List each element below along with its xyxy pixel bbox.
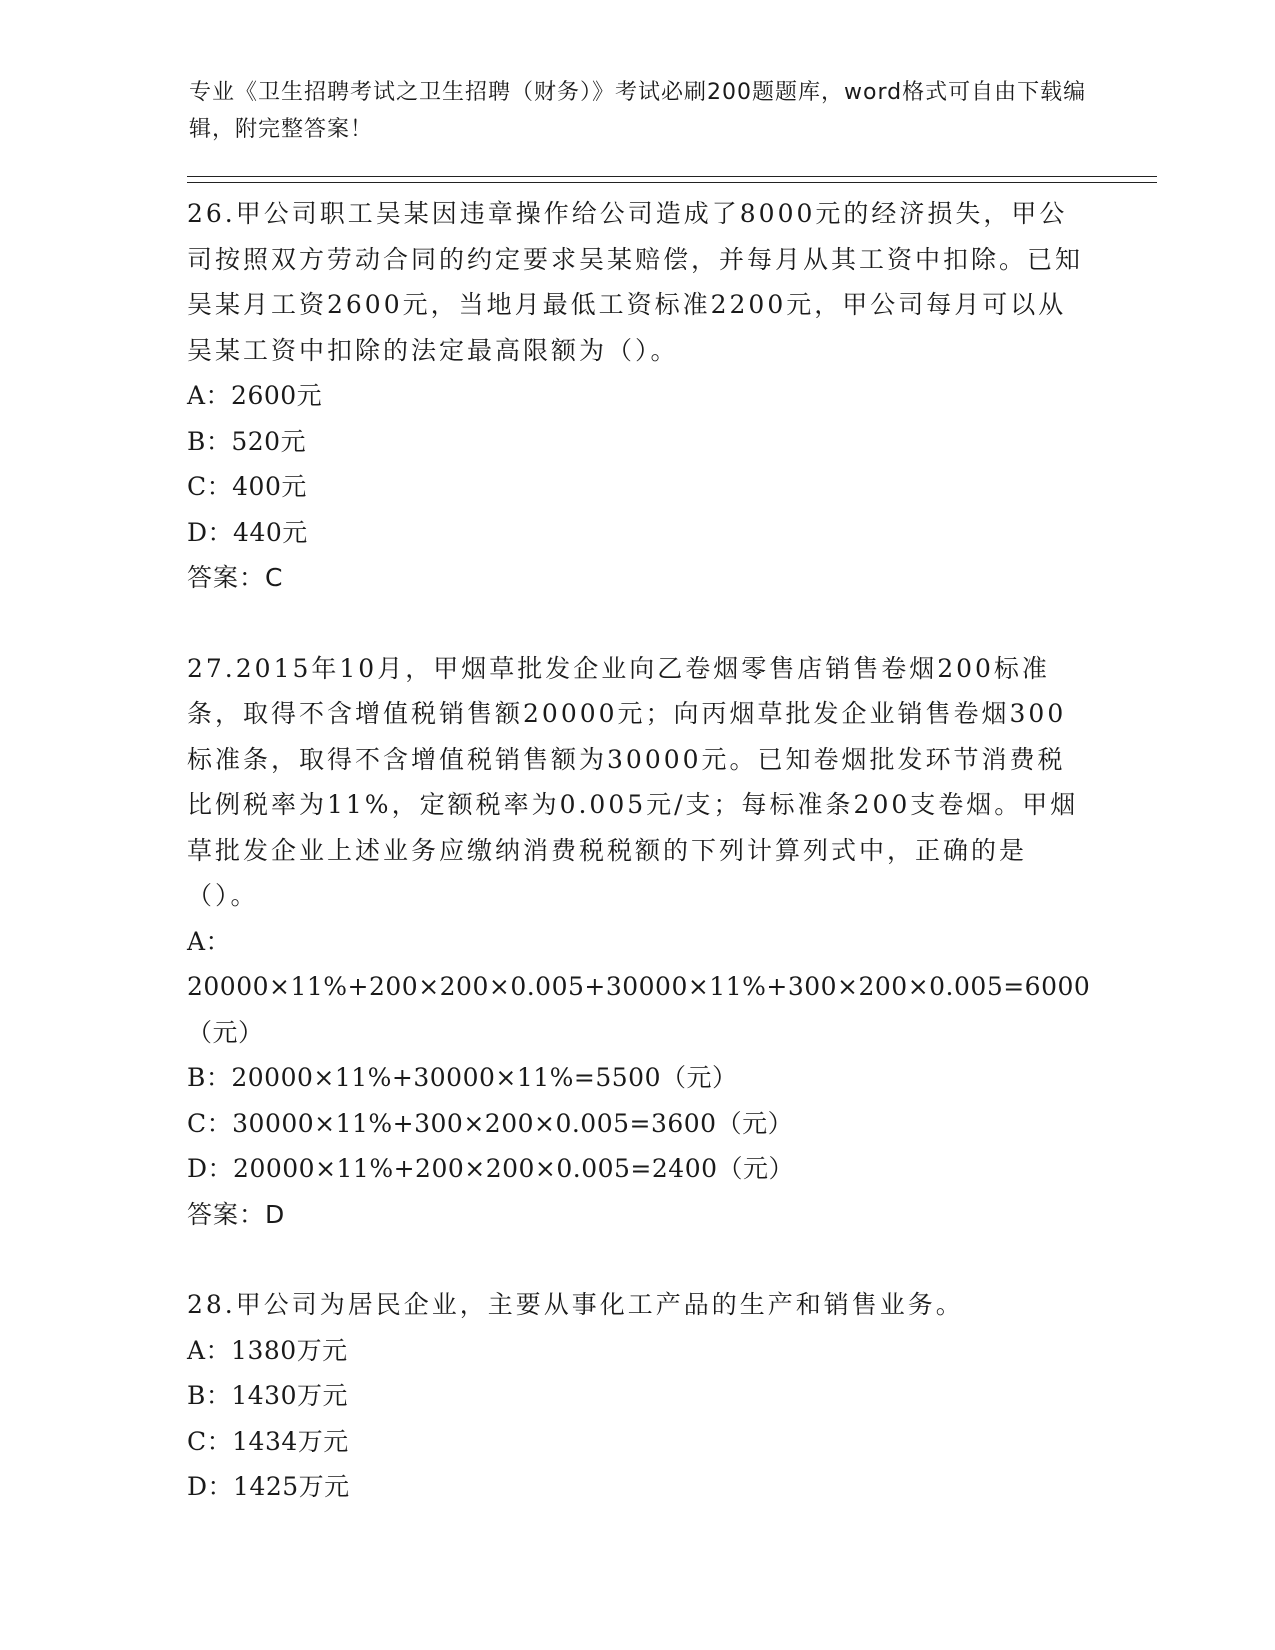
header-divider-bottom <box>187 182 1157 183</box>
option-a: A：2600元 <box>187 381 323 410</box>
option-b: B：1430万元 <box>187 1381 348 1410</box>
question-stem: 26.甲公司职工吴某因违章操作给公司造成了8000元的经济损失，甲公司按照双方劳动合同的约定要求吴某赔偿，并每月从其工资中扣除。已知吴某月工资2600元，当地月最低工资标准2200元，甲公司每月可以从吴某工资中扣除的法定最高限额为（）。 <box>187 199 1084 365</box>
question-list <box>187 191 1092 1510</box>
question-26 <box>187 191 1092 601</box>
question-stem: 28.甲公司为居民企业，主要从事化工产品的生产和销售业务。 <box>187 1290 964 1319</box>
option-b: B：20000×11%+30000×11%=5500（元） <box>187 1063 738 1092</box>
header-divider-top <box>187 176 1157 177</box>
answer-line: 答案：D <box>187 1199 286 1229</box>
option-b: B：520元 <box>187 426 307 456</box>
option-d: D：440元 <box>187 517 308 547</box>
option-c: C：30000×11%+300×200×0.005=3600（元） <box>187 1108 794 1138</box>
question-stem: 27.2015年10月，甲烟草批发企业向乙卷烟零售店销售卷烟200标准条，取得不含增值税销售额20000元；向丙烟草批发企业销售卷烟300标准条，取得不含增值税销售额为30000元。已知卷烟批发环节消费税比例税率为11%，定额税率为0.005元/支；每标准条200支卷烟。甲烟草批发企业上述业务应缴纳消费税税额的下列计算列式中，正确的是（）。 <box>187 653 1079 910</box>
option-d: D：20000×11%+200×200×0.005=2400（元） <box>187 1154 795 1183</box>
question-27 <box>187 646 1092 1238</box>
option-a: A：1380万元 <box>187 1335 348 1365</box>
question-28 <box>187 1282 1092 1510</box>
document-header: 专业《卫生招聘考试之卫生招聘（财务）》考试必刷200题题库，word格式可自由下载编辑，附完整答案！ <box>189 80 1087 142</box>
question-spacer <box>187 1237 1092 1282</box>
answer-line: 答案：C <box>187 563 284 592</box>
option-d: D：1425万元 <box>187 1472 350 1501</box>
question-spacer <box>187 601 1092 646</box>
option-c: C：1434万元 <box>187 1426 349 1456</box>
option-a: A：20000×11%+200×200×0.005+30000×11%+300×200×0.005=6000（元） <box>187 926 1091 1047</box>
option-c: C：400元 <box>187 472 307 501</box>
